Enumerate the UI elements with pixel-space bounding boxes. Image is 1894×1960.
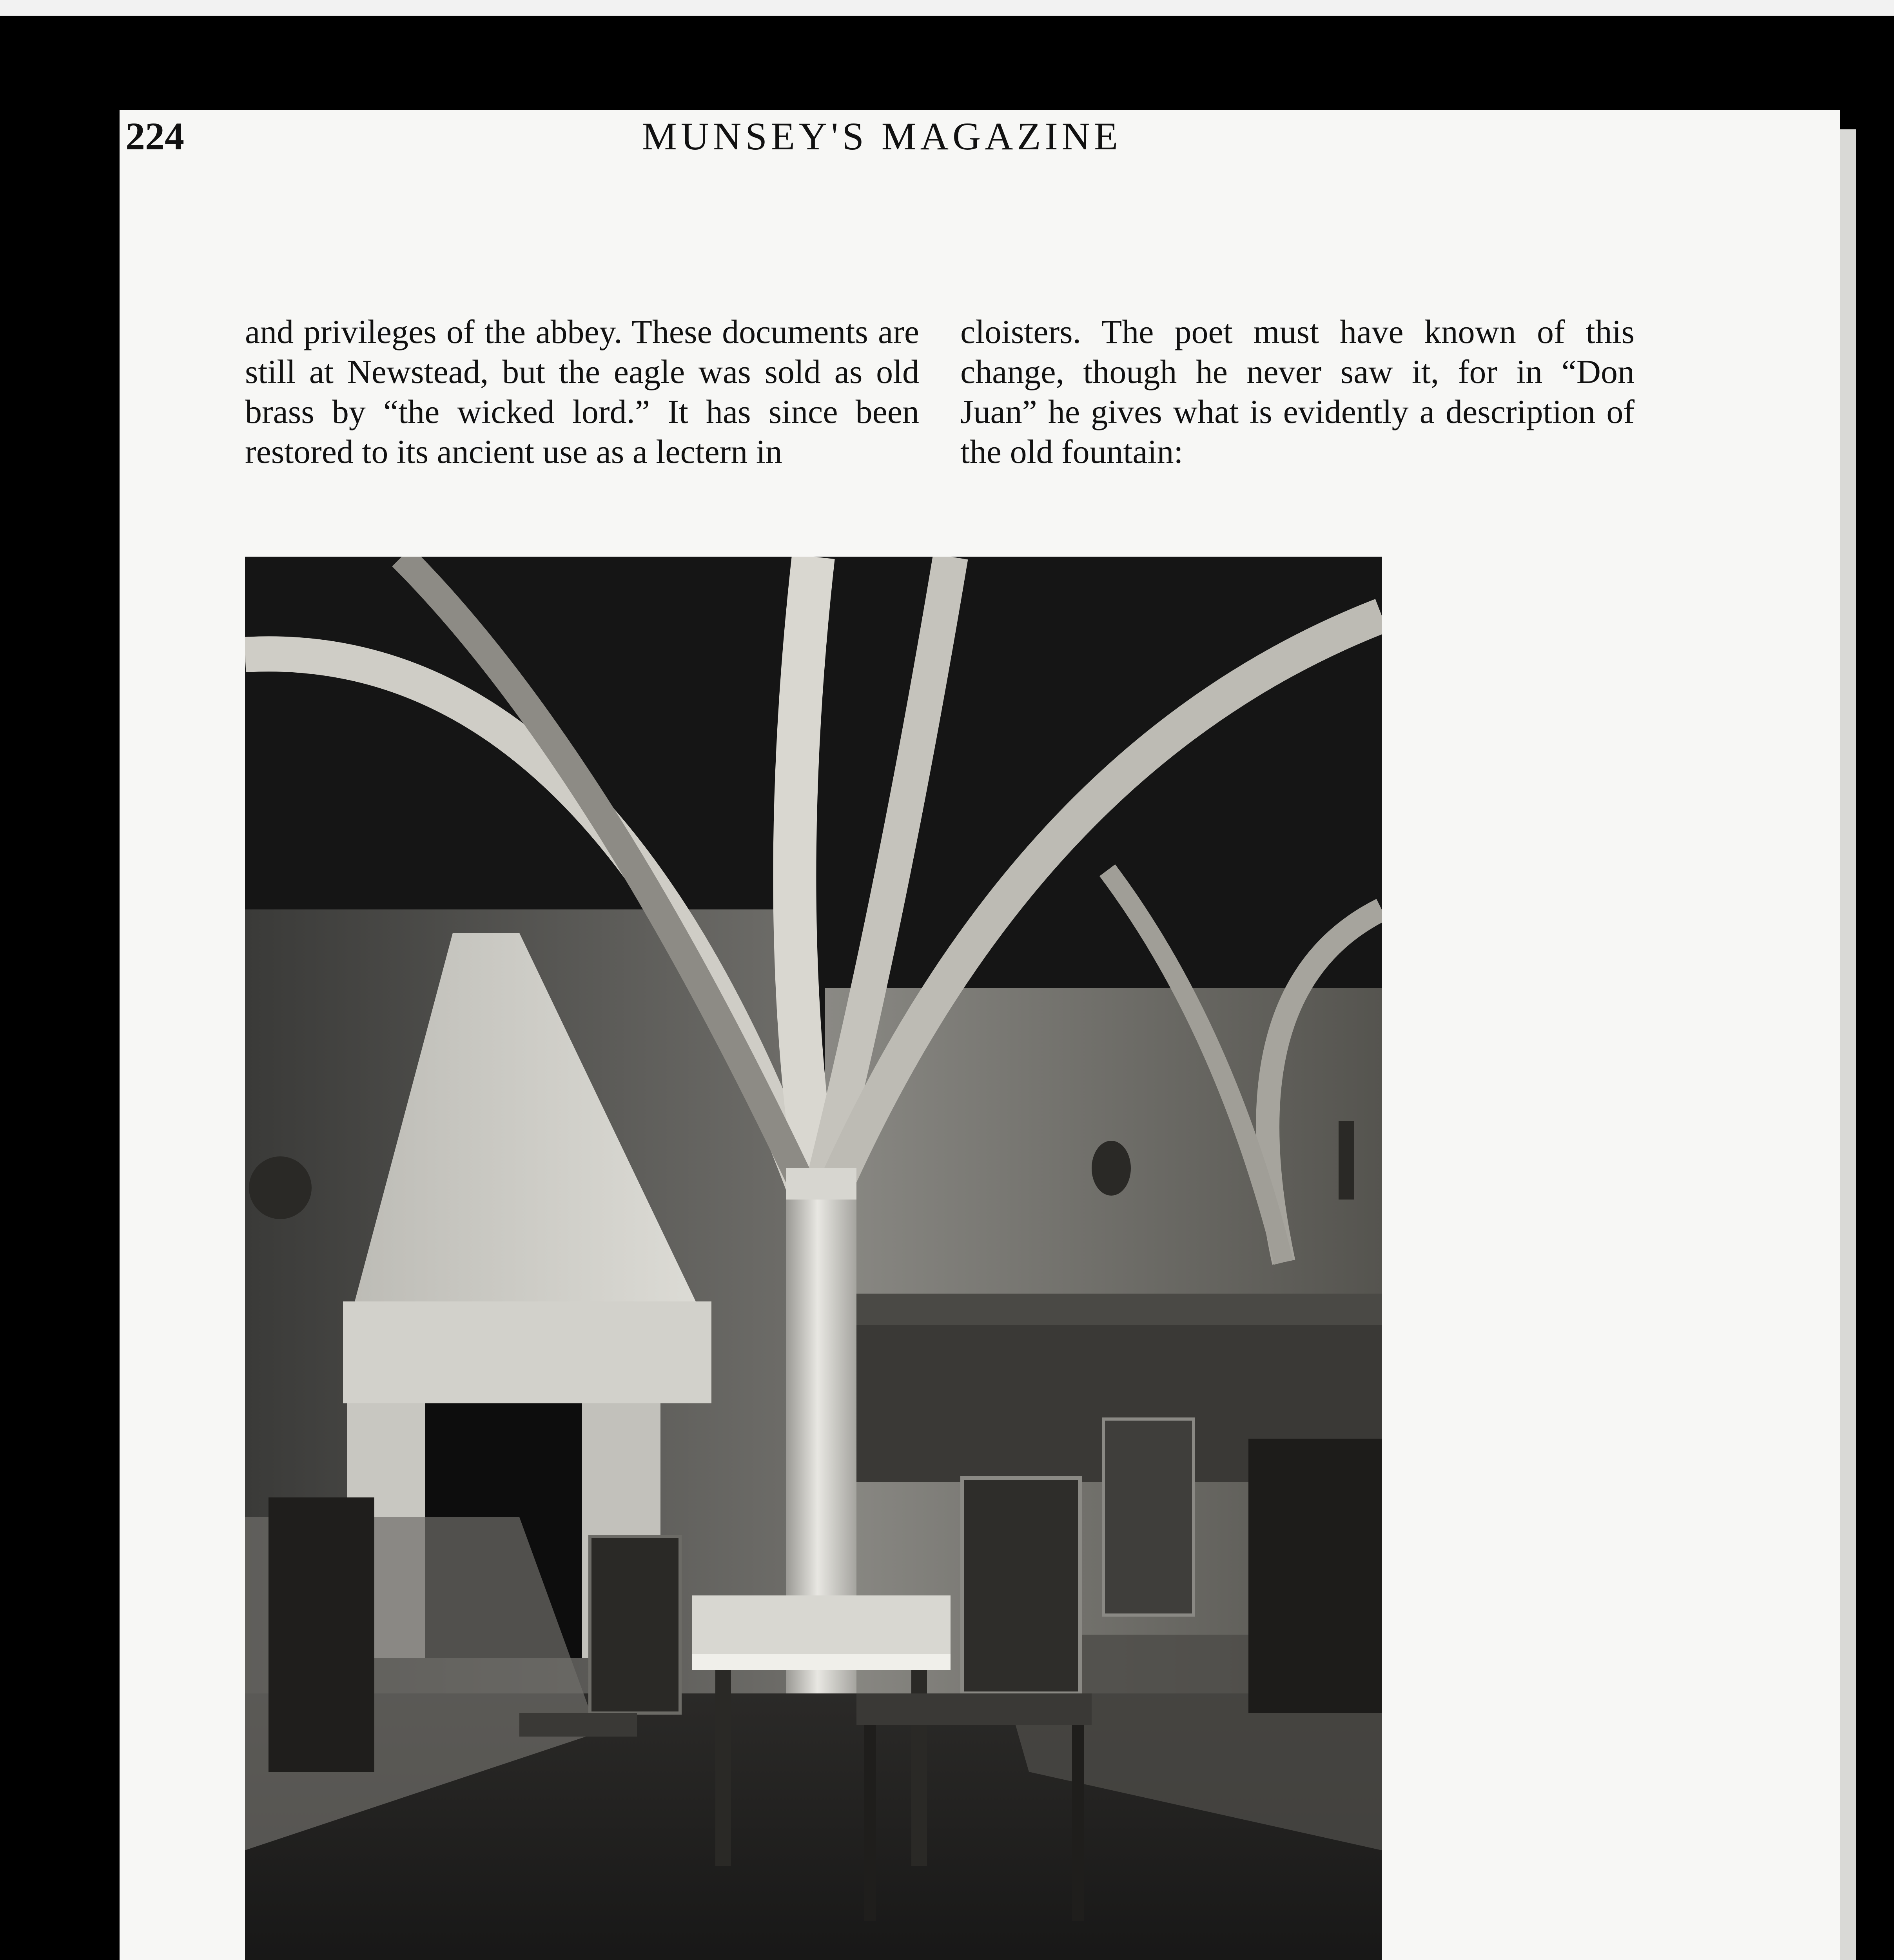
page-header [125, 114, 1638, 176]
page-number: 224 [125, 114, 184, 158]
magazine-title: MUNSEY'S MAGAZINE [642, 114, 1122, 158]
scan-top-edge [0, 0, 1894, 16]
vaulted-room-illustration [245, 557, 1382, 1960]
top-right-paragraph: cloisters. The poet must have known of this change, though he never saw it, for in “Don Juan” he gives what is evidently a description of the old fountain: [960, 313, 1635, 470]
top-left-column [245, 312, 919, 472]
top-left-paragraph: and privileges of the abbey. These documents are still at Newstead, but the eagle was sold as old brass by “the wicked lord.” It has since been restored to its ancient use as a lectern in [245, 313, 919, 470]
page-edge-shadow [1840, 129, 1856, 1960]
newstead-abbey-photo [245, 557, 1382, 1960]
top-right-column [960, 312, 1635, 472]
